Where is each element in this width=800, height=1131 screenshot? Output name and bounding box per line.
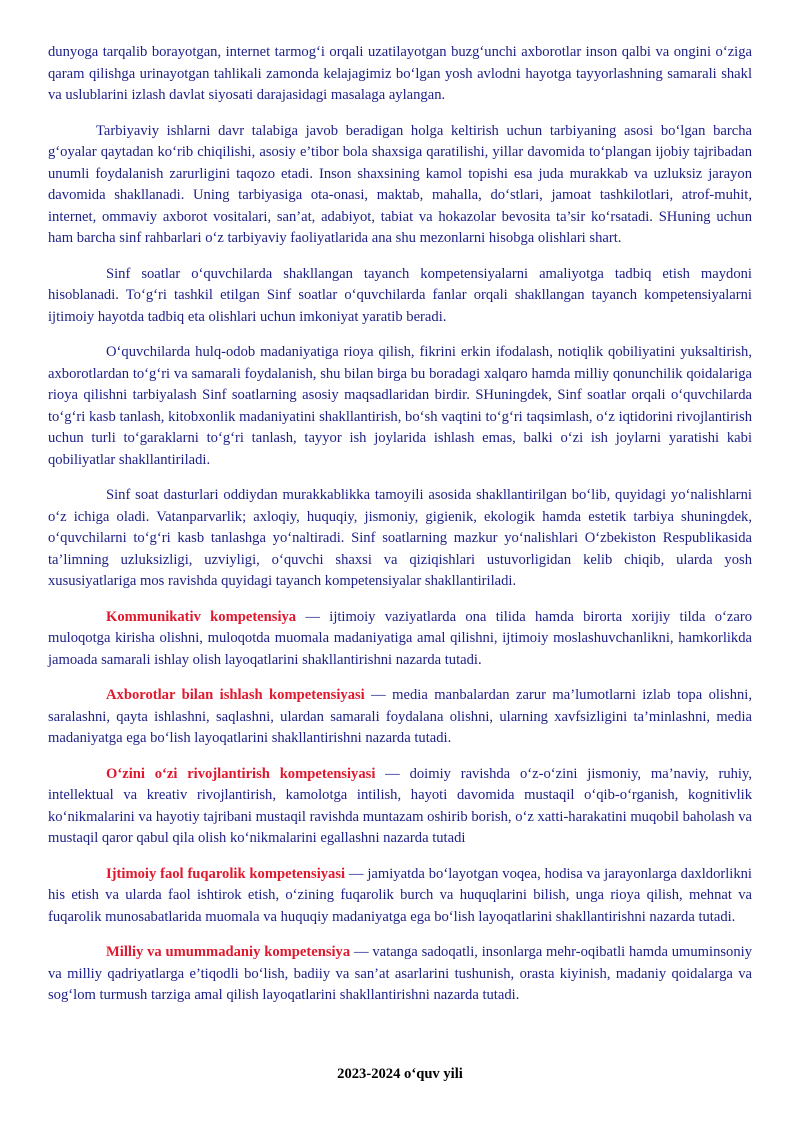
competency-description: — ijtimoiy vaziyatlarda ona tilida hamda birorta xorijiy tilda oʻzaro muloqotga kirisha olishni, muloqotda muomala madaniyatiga amal qilishni, ijtimoiy moslashuvchanlikni, hamkorlikda jamoada samarali ishlay olish layoqatlarini shakllantirishni nazarda tutadi. bbox=[48, 608, 752, 668]
competency-term: Kommunikativ kompetensiya bbox=[106, 608, 297, 625]
paragraph-oquvchilarda: Oʻquvchilarda hulq-odob madaniyatiga rioya qilish, fikrini erkin ifodalash, notiqlik qobiliyatini yuksaltirish, axborotlardan toʻgʻri va samarali foydalanish, shu bilan birga bu boradagi xalqaro hamda milliy qonunchilik qoidalariga rioya qilishni tarbiyalash Sinf soatlarning asosiy maqsadlaridan birdir. SHuningdek, Sinf soatlar orqali oʻquvchilarda toʻgʻri kasb tanlash, kitobxonlik madaniyatini shakllantirish, boʻsh vaqtini toʻgʻri taqsimlash, oʻz iqtidorini rivojlantirish uchun turli toʻgaraklarni toʻgʻri tanlash, tayyor ish joylarida ishlash emas, balki oʻzi ish joylarni yaratishi kabi qobiliyatlar shakllantiriladi. bbox=[48, 344, 752, 468]
competency-term: Axborotlar bilan ishlash kompetensiyasi bbox=[106, 687, 365, 703]
paragraph-intro-continuation: dunyoga tarqalib borayotgan, internet tarmogʻi orqali uzatilayotgan buzgʻunchi axborotlar inson qalbi va ongini oʻziga qaram qilishga urinayotgan tahlikali zamonda kelajagimiz boʻlgan yosh avlodni hayotga tayyorlashning samarali shakl va uslublarini izlash davlat siyosati darajasidagi masalaga aylangan. bbox=[48, 44, 752, 103]
document-body bbox=[48, 42, 752, 1021]
paragraph-dasturlar: Sinf soat dasturlari oddiydan murakkablikka tamoyili asosida shakllantirilgan boʻlib, quyidagi yoʻnalishlarni oʻz ichiga oladi. Vatanparvarlik; axloqiy, huquqiy, jismoniy, gigienik, ekologik hamda estetik tarbiya shuningdek, oʻquvchilarni toʻgʻri kasb tanlashga yoʻnaltiradi. Sinf soatlarning mazkur yoʻnalishlari Oʻzbekiston Respublikasida ta’limning uzluksizligi, uzviyligi, oʻquvchi shaxsi va qiziqishlari ustuvorligidan kelib chiqib, ularda yosh xususiyatlariga mos ravishda quyidagi tayanch kompetensiyalar shakllantiriladi. bbox=[48, 487, 752, 589]
paragraph-tarbiyaviy-ishlar: Tarbiyaviy ishlarni davr talabiga javob beradigan holga keltirish uchun tarbiyaning asosi boʻlgan barcha gʻoyalar qaytadan koʻrib chiqilishi, asosiy e’tibor bola shaxsiga qaratilishi, yillar davomida toʻplangan ijobiy tajribadan unumli foydalanish zarurligini taqozo etadi. Inson shaxsining kamol topishi esa juda murakkab va uzluksiz jarayon davomida shakllanadi. Uning tarbiyasiga ota-onasi, maktab, mahalla, doʻstlari, jamoat tashkilotlari, atrof-muhit, internet, ommaviy axborot vositalari, san’at, adabiyot, tabiat va hokazolar bevosita ta’sir koʻrsatadi. SHuning uchun ham barcha sinf rahbarlari oʻz tarbiyaviy faoliyatlarida ana shu mezonlarni hisobga olishlari shart. bbox=[48, 122, 752, 246]
competency-rivojlantirish bbox=[48, 764, 752, 850]
competency-description: — doimiy ravishda oʻz-oʻzini jismoniy, ma’naviy, ruhiy, intellektual va kreativ rivojlantirish, kamolotga intilish, hayoti davomida mustaqil oʻqib-oʻrganish, kognitivlik koʻnikmalarini va hayotiy tajribani mustaqil ravishda muntazam oshirib borish, oʻz xatti-harakatini muqobil baholash va mustaqil qaror qabul qila olish koʻnikmalarini egallashni nazarda tutadi bbox=[48, 765, 752, 846]
competency-description: — media manbalardan zarur ma’lumotlarni izlab topa olishni, saralashni, qayta ishlashni, saqlashni, ulardan samarali foydalana olishni, ularning xavfsizligini ta’minlashni, media madaniyatga ega boʻlish layoqatlarini shakllantirishni nazarda tutadi. bbox=[48, 687, 752, 746]
page-footer: 2023-2024 oʻquv yili bbox=[337, 1066, 463, 1082]
competency-term: Ijtimoiy faol fuqarolik kompetensiyasi bbox=[106, 865, 346, 882]
competency-milliy bbox=[48, 942, 752, 1007]
competency-fuqarolik bbox=[48, 864, 752, 929]
competency-term: Oʻzini oʻzi rivojlantirish kompetensiyasi bbox=[106, 765, 376, 782]
paragraph-sinf-soatlar: Sinf soatlar oʻquvchilarda shakllangan tayanch kompetensiyalarni amaliyotga tadbiq etish maydoni hisoblanadi. Toʻgʻri tashkil etilgan Sinf soatlar oʻquvchilarda fanlar orqali shakllangan tayanch kompetensiyalarni ijtimoiy hayotda tadbiq eta olishlari uchun imkoniyat yaratib beradi. bbox=[48, 265, 752, 325]
competency-axborot bbox=[48, 685, 752, 750]
competency-description: — vatanga sadoqatli, insonlarga mehr-oqibatli hamda umuminsoniy va milliy qadriyatlarga e’tiqodli boʻlish, badiiy va san’at asarlarini tushunish, orasta kiyinish, madaniy qoidalarga va sogʻlom turmush tarziga amal qilish layoqatlarini shakllantirishni nazarda tutadi. bbox=[48, 944, 753, 1003]
competency-description: — jamiyatda boʻlayotgan voqea, hodisa va jarayonlarga daxldorlikni his etish va ularda faol ishtirok etish, oʻzining fuqarolik burch va huquqlarini bilish, unga rioya qilish, mehnat va fuqarolik munosabatlarida muomala va huquqiy madaniyatga ega boʻlish layoqatlarini shakllantirishni nazarda tutadi. bbox=[48, 865, 752, 925]
competency-kommunikativ bbox=[48, 607, 752, 672]
competency-term: Milliy va umummadaniy kompetensiya bbox=[106, 944, 351, 960]
